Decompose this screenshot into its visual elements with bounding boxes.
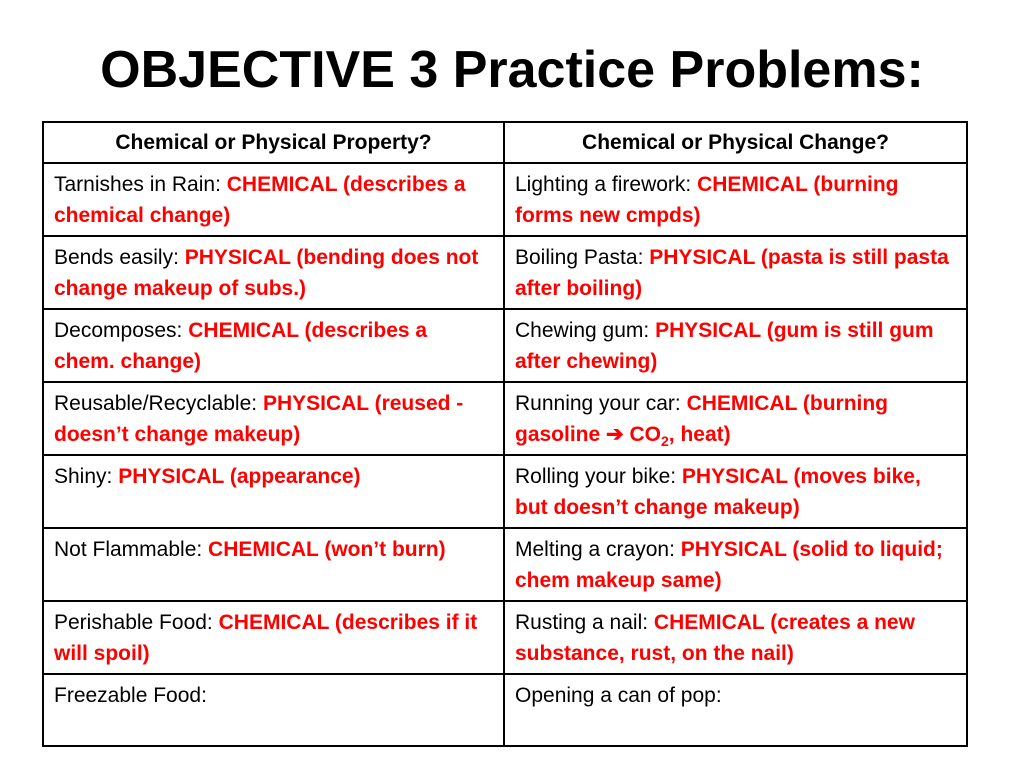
property-cell bbox=[43, 674, 504, 746]
item-label: Freezable Food: bbox=[54, 684, 207, 707]
table-header-row bbox=[43, 122, 967, 163]
item-label: Chewing gum: bbox=[515, 319, 656, 342]
item-label: Perishable Food: bbox=[54, 611, 219, 634]
answer-text: CHEMICAL (won’t burn) bbox=[208, 538, 446, 561]
item-label: Tarnishes in Rain: bbox=[54, 173, 227, 196]
change-cell bbox=[504, 455, 967, 528]
answer-text: CHEMICAL (creates a new substance, rust, on the nail) bbox=[515, 611, 915, 665]
table-row bbox=[43, 163, 967, 236]
property-cell bbox=[43, 236, 504, 309]
table-row bbox=[43, 674, 967, 746]
header-property: Chemical or Physical Property? bbox=[43, 122, 504, 163]
change-cell bbox=[504, 163, 967, 236]
answer-text: PHYSICAL (bending does not change makeup of subs.) bbox=[54, 246, 479, 300]
property-cell bbox=[43, 309, 504, 382]
property-cell bbox=[43, 455, 504, 528]
header-change: Chemical or Physical Change? bbox=[504, 122, 967, 163]
property-cell bbox=[43, 382, 504, 455]
property-cell bbox=[43, 601, 504, 674]
answer-text: PHYSICAL (moves bike, but doesn’t change makeup) bbox=[515, 465, 921, 519]
change-cell bbox=[504, 309, 967, 382]
table-row bbox=[43, 455, 967, 528]
table-row bbox=[43, 601, 967, 674]
item-label: Running your car: bbox=[515, 392, 687, 415]
answer-text: CHEMICAL (describes if it will spoil) bbox=[54, 611, 478, 665]
slide-title: OBJECTIVE 3 Practice Problems: bbox=[100, 41, 924, 99]
formula-co: CO bbox=[623, 423, 661, 446]
item-label: Not Flammable: bbox=[54, 538, 209, 561]
table-row bbox=[43, 382, 967, 455]
item-label: Melting a crayon: bbox=[515, 538, 681, 561]
item-label: Lighting a firework: bbox=[515, 173, 698, 196]
answer-text: PHYSICAL (appearance) bbox=[118, 465, 361, 488]
answer-text: CHEMICAL (describes a chemical change) bbox=[54, 173, 466, 227]
answer-text: PHYSICAL (reused - doesn’t change makeup) bbox=[54, 392, 464, 446]
change-cell bbox=[504, 528, 967, 601]
item-label: Rolling your bike: bbox=[515, 465, 682, 488]
answer-text: CHEMICAL (burning forms new cmpds) bbox=[515, 173, 899, 227]
item-label: Decomposes: bbox=[54, 319, 189, 342]
answer-text: PHYSICAL (pasta is still pasta after boiling) bbox=[515, 246, 949, 300]
table-row bbox=[43, 236, 967, 309]
answer-text: CHEMICAL (describes a chem. change) bbox=[54, 319, 428, 373]
item-label: Bends easily: bbox=[54, 246, 185, 269]
table-row bbox=[43, 309, 967, 382]
item-label: Opening a can of pop: bbox=[515, 684, 722, 707]
item-label: Boiling Pasta: bbox=[515, 246, 650, 269]
answer-text-start: CHEMICAL (burning gasoline bbox=[515, 392, 889, 446]
formula-subscript: 2 bbox=[660, 433, 669, 450]
answer-text-end: , heat) bbox=[668, 423, 731, 446]
change-cell bbox=[504, 601, 967, 674]
change-cell bbox=[504, 236, 967, 309]
practice-problems-table bbox=[42, 121, 968, 747]
item-label: Rusting a nail: bbox=[515, 611, 654, 634]
property-cell bbox=[43, 163, 504, 236]
change-cell bbox=[504, 674, 967, 746]
property-cell bbox=[43, 528, 504, 601]
answer-text: PHYSICAL (gum is still gum after chewing) bbox=[515, 319, 934, 373]
table-row bbox=[43, 528, 967, 601]
arrow-icon: ➔ bbox=[606, 423, 624, 446]
change-cell bbox=[504, 382, 967, 455]
item-label: Shiny: bbox=[54, 465, 119, 488]
answer-text: PHYSICAL (solid to liquid; chem makeup same) bbox=[515, 538, 943, 592]
item-label: Reusable/Recyclable: bbox=[54, 392, 263, 415]
